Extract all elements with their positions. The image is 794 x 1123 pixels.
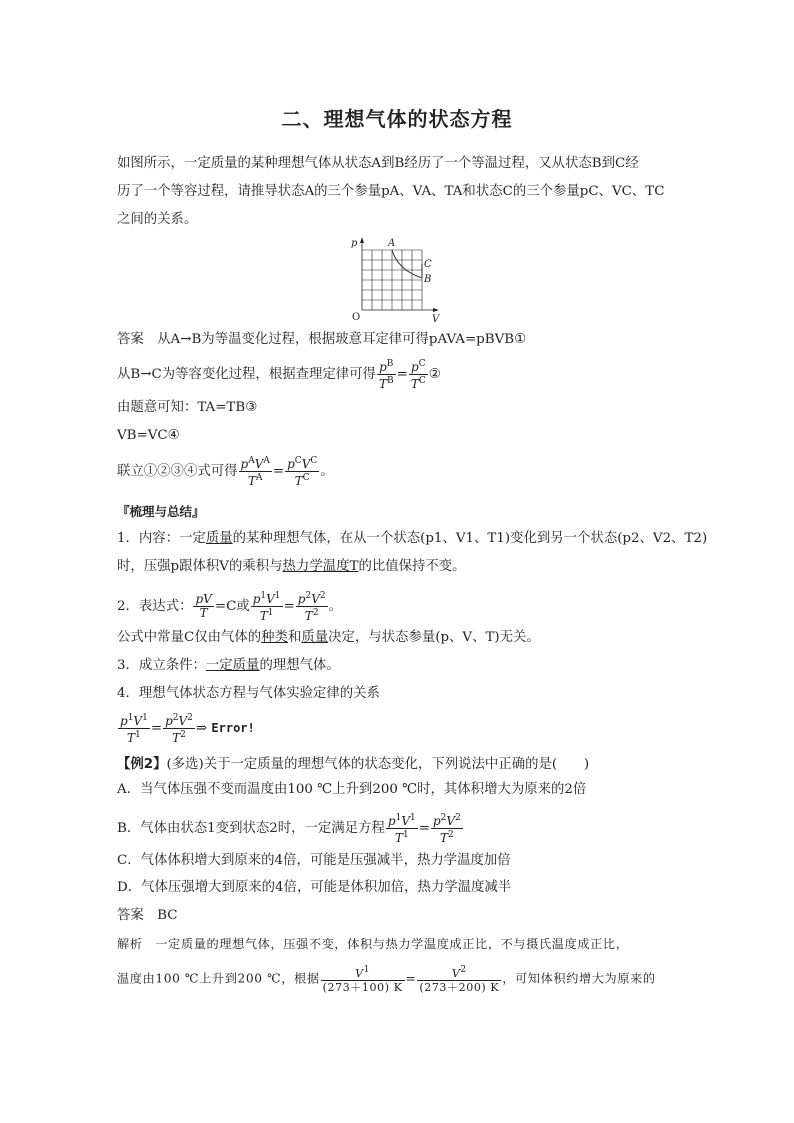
circle-2: ②: [428, 367, 441, 382]
option-c: C．气体体积增大到原来的4倍，可能是压强减半，热力学温度加倍: [117, 853, 511, 868]
summary-constant-line: [117, 628, 540, 648]
answer-line-1: [117, 330, 526, 350]
x-axis-label: V: [432, 314, 440, 324]
example-label: 【例2】: [117, 757, 167, 772]
summary-item-3: [117, 656, 340, 676]
summary-item-1b: [117, 557, 466, 577]
underlined-term: 质量: [205, 531, 233, 546]
example-stem: [117, 755, 589, 775]
summary-item-2: 2．表达式： $\frac{pV}{T}$ =C或 $\frac{p^1V^1}{T^1}$ = $\frac{p^2V^2}{T^2}$ 。: [117, 591, 342, 623]
fraction-p2v2-t2: $\frac{p^2V^2}{T^2}$: [165, 713, 193, 745]
text: 的比值保持不变。: [358, 559, 466, 574]
underlined-term: 一定质量: [205, 658, 260, 673]
text: =C或: [214, 599, 250, 614]
summary-formula: $\frac{p^1V^1}{T^1}$ = $\frac{p^2V^2}{T^2}$ ⇒ Error!: [120, 713, 255, 745]
example-answer: [117, 906, 178, 926]
text: 3．成立条件：: [117, 658, 206, 673]
fraction-pcvc-tc: $\frac{p^CV^C}{T^C}$: [287, 456, 318, 488]
fraction-pava-ta: $\frac{p^AV^A}{T^A}$: [240, 456, 270, 488]
point-a-label: A: [388, 238, 396, 249]
point-b-label: B: [424, 274, 432, 285]
underlined-term: 种类: [261, 630, 288, 645]
summary-item-4: 4．理想气体状态方程与气体实验定律的关系: [117, 686, 380, 701]
underlined-term: 质量: [301, 630, 329, 645]
text: 公式中常量C仅由气体的: [117, 630, 262, 645]
intro-line-1: 如图所示，一定质量的某种理想气体从状态A到B经历了一个等温过程，又从状态B到C经: [117, 156, 639, 171]
example-question: (多选)关于一定质量的理想气体的状态变化，下列说法中正确的是( ): [166, 757, 590, 772]
text: 的某种理想气体，在从一个状态(p1、V1、T1)变化到另一个状态(p2、V2、T2): [232, 531, 708, 546]
answer-text-2: 从B→C为等容变化过程，根据查理定律可得: [117, 367, 376, 382]
answer-label: 答案: [117, 332, 144, 347]
fraction-p2v2-t2: $\frac{p^2V^2}{T^2}$: [432, 813, 461, 845]
answer-label: 答案: [117, 908, 144, 923]
error-text: Error!: [211, 721, 255, 735]
fraction-v2: $\frac{V^2}{(273+200) K}$: [419, 965, 500, 994]
text: 时，压强p跟体积V的乘积与: [117, 559, 283, 574]
answer-value: BC: [157, 908, 178, 923]
fraction-v1: $\frac{V^1}{(273+100) K}$: [322, 965, 403, 994]
intro-line-3: 之间的关系。: [117, 212, 198, 227]
text: B．气体由状态1变到状态2时，一定满足方程: [117, 821, 385, 836]
fraction-p1v1-t1: $\frac{p^1V^1}{T^1}$: [120, 713, 148, 745]
analysis-line-1: [117, 934, 629, 954]
analysis-label: 解析: [117, 937, 143, 951]
option-b: B．气体由状态1变到状态2时，一定满足方程 $\frac{p^1V^1}{T^1}$ = $\frac{p^2V^2}{T^2}$: [117, 813, 461, 845]
pv-diagram: [348, 234, 448, 324]
fraction-pv-t: $\frac{pV}{T}$: [195, 592, 212, 620]
denominator-1: (273＋100) K: [322, 981, 403, 994]
answer-line-4: VB=VC④: [117, 428, 180, 443]
fraction-p2v2-t2: $\frac{p^2V^2}{T^2}$: [297, 591, 326, 623]
denominator-2: (273＋200) K: [419, 981, 500, 994]
analysis-text-1: 一定质量的理想气体，压强不变，体积与热力学温度成正比，不与摄氏温度成正比，: [155, 937, 629, 951]
analysis-text-3: ，可知体积约增大为原来的: [502, 971, 656, 986]
fraction-pb-tb: $\frac{p^B}{T^B}$: [378, 359, 394, 391]
answer-line-2: 从B→C为等容变化过程，根据查理定律可得 $\frac{p^B}{T^B}$ = $\frac{p^C}{T^C}$ ②: [117, 359, 441, 391]
answer-line-5: 联立①②③④式可得 $\frac{p^AV^A}{T^A}$ = $\frac{p^CV^C}{T^C}$ 。: [117, 456, 334, 488]
option-a: A．当气体压强不变而温度由100 ℃上升到200 ℃时，其体积增大为原来的2倍: [117, 782, 587, 797]
text: 和: [287, 630, 302, 645]
answer-line-3: 由题意可知：TA=TB③: [117, 400, 258, 415]
text: 2．表达式：: [117, 599, 193, 614]
answer-text-1: 从A→B为等温变化过程，根据玻意耳定律可得pAVA=pBVB①: [157, 332, 527, 347]
fraction-pc-tc: $\frac{p^C}{T^C}$: [410, 359, 426, 391]
fraction-p1v1-t1: $\frac{p^1V^1}{T^1}$: [252, 591, 281, 623]
option-d: D．气体压强增大到原来的4倍，可能是体积加倍，热力学温度减半: [117, 880, 512, 895]
section-title: 二、理想气体的状态方程: [281, 107, 513, 131]
text: 的理想气体。: [259, 658, 340, 673]
summary-header: 『梳理与总结』: [117, 504, 205, 519]
underlined-term: 热力学温度T: [282, 559, 359, 574]
period: 。: [328, 599, 342, 614]
intro-line-2: 历了一个等容过程，请推导状态A的三个参量pA、VA、TA和状态C的三个参量pC、VC、TC: [117, 184, 665, 199]
text: 决定，与状态参量(p、V、T)无关。: [328, 630, 540, 645]
analysis-text-2: 温度由100 ℃上升到200 ℃，根据: [117, 971, 320, 986]
origin-label: O: [352, 312, 361, 323]
implies-arrow: ⇒: [195, 721, 208, 736]
analysis-line-2: 温度由100 ℃上升到200 ℃，根据 $\frac{V^1}{(273+100) K}$ = $\frac{V^2}{(273+200) K}$ ，可知体积约增大为原来的: [117, 965, 656, 994]
text: 1．内容：一定: [117, 531, 206, 546]
fraction-p1v1-t1: $\frac{p^1V^1}{T^1}$: [387, 813, 416, 845]
answer-text-5: 联立①②③④式可得: [117, 464, 238, 479]
y-axis-label: p: [351, 238, 358, 249]
summary-item-1a: [117, 529, 707, 549]
point-c-label: C: [424, 259, 432, 270]
period: 。: [320, 464, 334, 479]
